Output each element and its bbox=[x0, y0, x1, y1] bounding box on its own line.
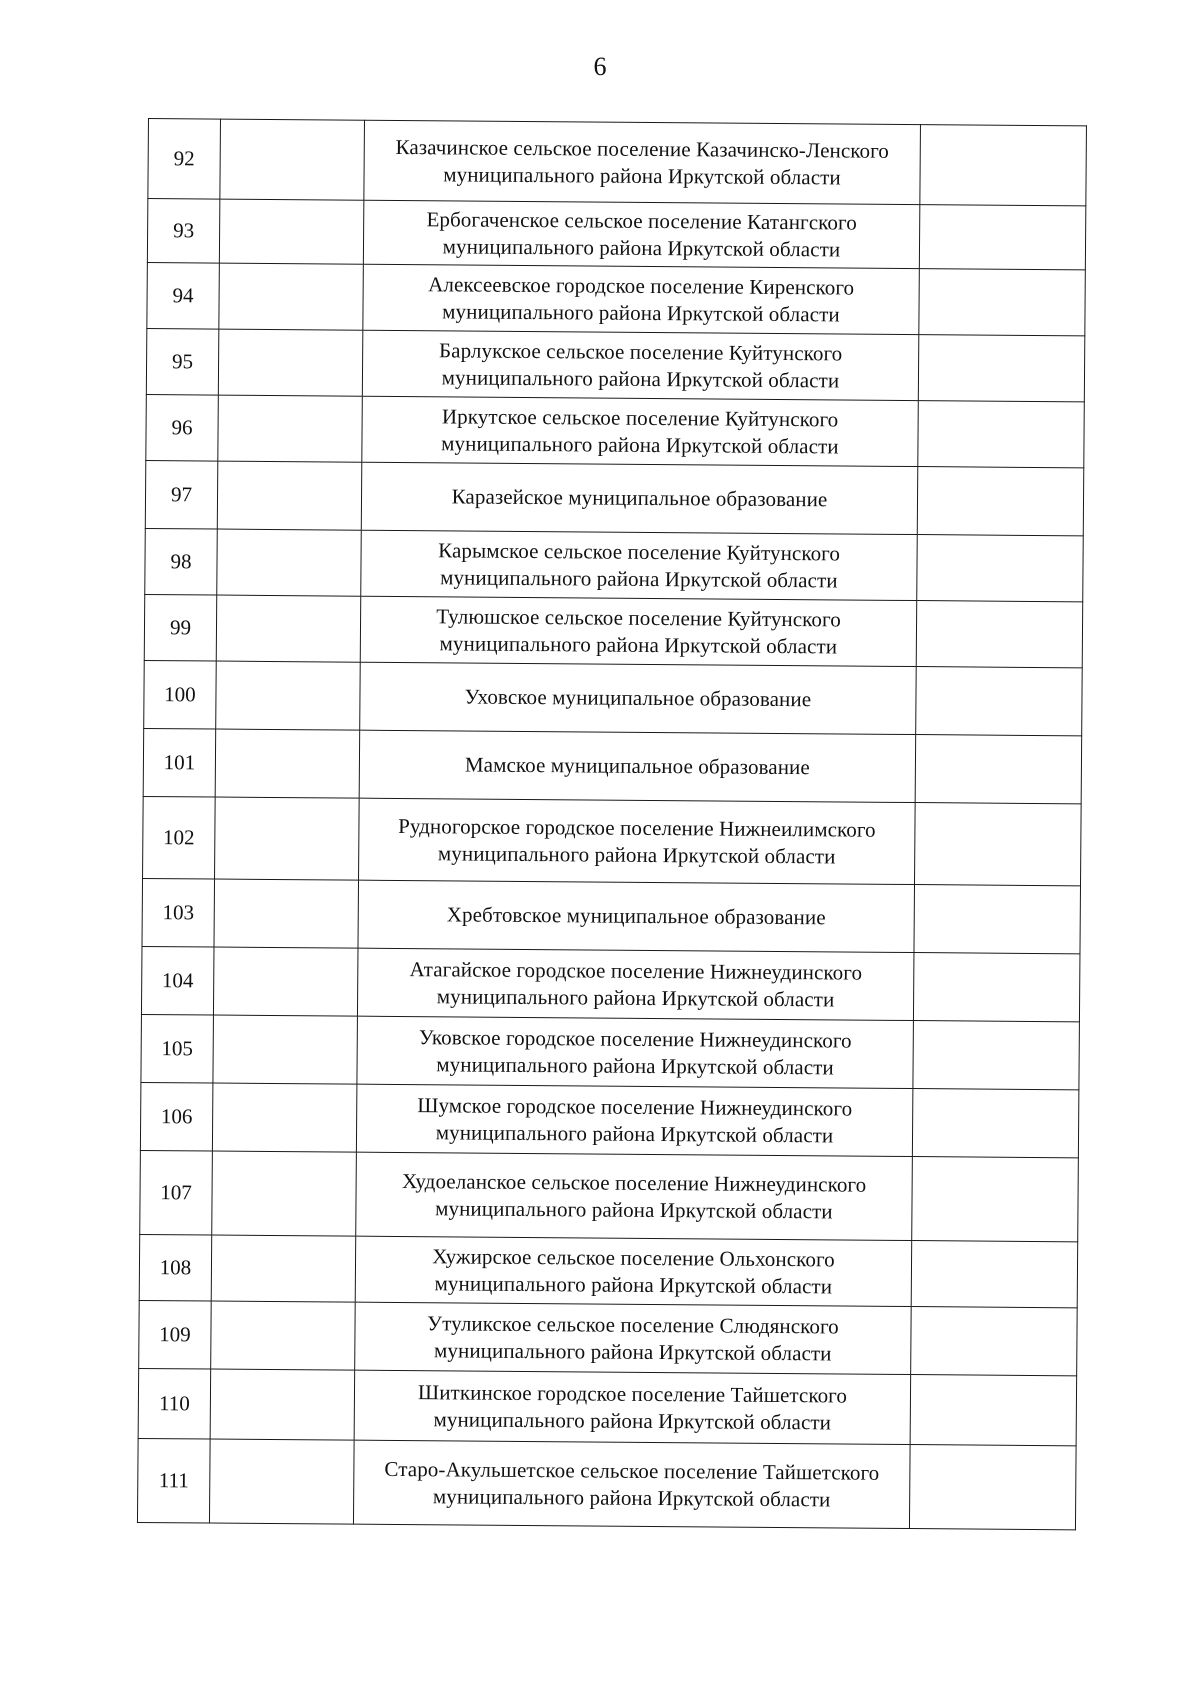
row-number-cell: 102 bbox=[143, 796, 216, 879]
row-number-cell: 96 bbox=[146, 394, 219, 461]
table-row bbox=[143, 728, 1082, 803]
row-number-cell: 111 bbox=[137, 1438, 210, 1523]
row-number-cell: 93 bbox=[147, 199, 220, 264]
settlement-name-cell: Каразейское муниципальное образование bbox=[361, 462, 918, 534]
settlement-name-cell: Карымское сельское поселение Куйтунского муниципального района Иркутской области bbox=[361, 530, 918, 600]
row-number-cell: 99 bbox=[144, 594, 217, 661]
settlement-name-cell: Алексеевское городское поселение Киренского муниципального района Иркутской области bbox=[363, 264, 920, 334]
table-row bbox=[139, 1234, 1077, 1307]
blank-cell bbox=[219, 199, 363, 264]
row-number-cell: 100 bbox=[144, 660, 217, 729]
empty-cell bbox=[919, 205, 1085, 270]
settlement-name-cell: Хребтовское муниципальное образование bbox=[358, 880, 915, 952]
table-row bbox=[141, 946, 1080, 1021]
empty-cell bbox=[912, 1157, 1079, 1242]
table-row bbox=[147, 262, 1085, 335]
row-number-cell: 109 bbox=[139, 1300, 212, 1369]
table-row bbox=[145, 528, 1083, 601]
blank-cell bbox=[211, 1301, 356, 1370]
table-row bbox=[144, 660, 1083, 735]
empty-cell bbox=[917, 467, 1084, 536]
table-row bbox=[144, 594, 1082, 667]
empty-cell bbox=[912, 1089, 1079, 1158]
empty-cell bbox=[916, 667, 1083, 736]
table-row bbox=[148, 119, 1087, 206]
blank-cell bbox=[209, 1439, 354, 1524]
settlement-name-cell: Барлукское сельское поселение Куйтунского муниципального района Иркутской области bbox=[362, 330, 919, 400]
table-row bbox=[140, 1082, 1079, 1157]
blank-cell bbox=[210, 1369, 355, 1440]
row-number-cell: 101 bbox=[143, 728, 216, 797]
settlement-name-cell: Худоеланское сельское поселение Нижнеудинского муниципального района Иркутской области bbox=[356, 1152, 913, 1240]
row-number-cell: 103 bbox=[142, 878, 215, 947]
table-row bbox=[146, 328, 1084, 401]
settlement-name-cell: Атагайское городское поселение Нижнеудинского муниципального района Иркутской области bbox=[357, 948, 914, 1020]
empty-cell bbox=[911, 1307, 1078, 1376]
empty-cell bbox=[913, 1021, 1080, 1090]
blank-cell bbox=[211, 1235, 356, 1302]
settlement-name-cell: Ербогаченское сельское поселение Катангского муниципального района Иркутской области bbox=[363, 200, 919, 268]
table-row bbox=[141, 1014, 1080, 1089]
blank-cell bbox=[212, 1151, 357, 1236]
empty-cell bbox=[909, 1445, 1076, 1530]
blank-cell bbox=[216, 661, 361, 730]
settlement-name-cell: Хужирское сельское поселение Ольхонского муниципального района Иркутской области bbox=[355, 1236, 912, 1306]
settlement-name-cell: Мамское муниципальное образование bbox=[359, 730, 916, 802]
table-row bbox=[143, 796, 1082, 885]
blank-cell bbox=[220, 119, 365, 200]
empty-cell bbox=[918, 335, 1085, 402]
settlement-name-cell: Шумское городское поселение Нижнеудинского муниципального района Иркутской области bbox=[356, 1084, 913, 1156]
table-row bbox=[139, 1300, 1078, 1375]
empty-cell bbox=[920, 125, 1087, 206]
blank-cell bbox=[217, 529, 362, 596]
blank-cell bbox=[212, 1083, 357, 1152]
blank-cell bbox=[214, 879, 359, 948]
empty-cell bbox=[911, 1241, 1078, 1308]
settlements-table bbox=[137, 118, 1087, 1530]
empty-cell bbox=[910, 1375, 1077, 1446]
table-row bbox=[145, 460, 1084, 535]
blank-cell bbox=[218, 329, 363, 396]
row-number-cell: 110 bbox=[138, 1368, 211, 1439]
empty-cell bbox=[916, 601, 1083, 668]
row-number-cell: 104 bbox=[141, 946, 214, 1015]
row-number-cell: 98 bbox=[145, 528, 218, 595]
settlement-name-cell: Уховское муниципальное образование bbox=[360, 662, 917, 734]
settlement-name-cell: Казачинское сельское поселение Казачинско-Ленского муниципального района Иркутской области bbox=[364, 120, 921, 204]
empty-cell bbox=[919, 269, 1086, 336]
settlement-name-cell: Утуликское сельское поселение Слюдянского муниципального района Иркутской области bbox=[355, 1302, 912, 1374]
table-row bbox=[147, 199, 1085, 270]
row-number-cell: 95 bbox=[146, 328, 219, 395]
settlement-name-cell: Рудногорское городское поселение Нижнеилимского муниципального района Иркутской области bbox=[359, 798, 916, 884]
blank-cell bbox=[213, 947, 358, 1016]
settlement-name-cell: Уковское городское поселение Нижнеудинского муниципального района Иркутской области bbox=[357, 1016, 914, 1088]
row-number-cell: 97 bbox=[145, 460, 218, 529]
blank-cell bbox=[213, 1015, 358, 1084]
empty-cell bbox=[915, 803, 1082, 886]
table-row bbox=[140, 1150, 1079, 1241]
row-number-cell: 107 bbox=[140, 1150, 213, 1235]
table-row bbox=[146, 394, 1084, 467]
table-row bbox=[137, 1438, 1076, 1529]
table-row bbox=[142, 878, 1081, 953]
empty-cell bbox=[915, 735, 1082, 804]
row-number-cell: 105 bbox=[141, 1014, 214, 1083]
blank-cell bbox=[216, 595, 361, 662]
settlement-name-cell: Тулюшское сельское поселение Куйтунского муниципального района Иркутской области bbox=[360, 596, 917, 666]
empty-cell bbox=[913, 953, 1080, 1022]
blank-cell bbox=[215, 729, 360, 798]
row-number-cell: 94 bbox=[147, 262, 220, 329]
row-number-cell: 108 bbox=[139, 1234, 212, 1301]
row-number-cell: 92 bbox=[148, 119, 221, 200]
blank-cell bbox=[218, 395, 363, 462]
empty-cell bbox=[918, 401, 1085, 468]
blank-cell bbox=[215, 797, 360, 880]
page-number: 6 bbox=[593, 52, 607, 81]
settlement-name-cell: Шиткинское городское поселение Тайшетского муниципального района Иркутской области bbox=[354, 1370, 911, 1444]
blank-cell bbox=[219, 263, 364, 330]
empty-cell bbox=[917, 535, 1084, 602]
table-row bbox=[138, 1368, 1077, 1445]
settlement-name-cell: Старо-Акульшетское сельское поселение Тайшетского муниципального района Иркутской области bbox=[353, 1440, 910, 1528]
empty-cell bbox=[914, 885, 1081, 954]
blank-cell bbox=[217, 461, 362, 530]
row-number-cell: 106 bbox=[140, 1082, 213, 1151]
settlement-name-cell: Иркутское сельское поселение Куйтунского муниципального района Иркутской области bbox=[362, 396, 919, 466]
